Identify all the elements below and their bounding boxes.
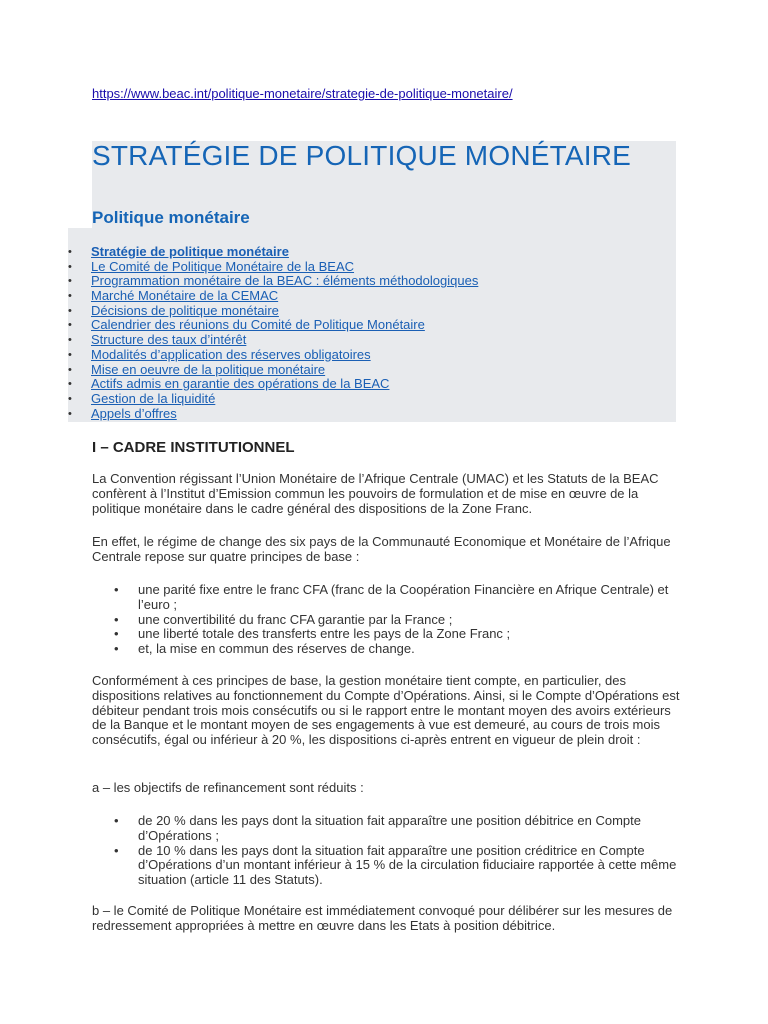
nav-link[interactable]: Gestion de la liquidité: [91, 390, 216, 406]
bullet-icon: •: [68, 290, 72, 303]
nav-link[interactable]: Modalités d’application des réserves obligatoires: [91, 346, 371, 362]
nav-item-mise-en-oeuvre: [68, 363, 668, 378]
nav-item-structure: [68, 333, 668, 348]
reductions-list: [92, 814, 682, 888]
bullet-icon: •: [68, 304, 72, 317]
section-heading: I – CADRE INSTITUTIONNEL: [92, 439, 295, 456]
nav-link[interactable]: Décisions de politique monétaire: [91, 302, 279, 318]
paragraph-conformement: Conformément à ces principes de base, la gestion monétaire tient compte, en particulier, des dispositions relatives au fonctionnement du Compte d’Opérations. Ainsi, si le Compte d’Opérations est débiteur pendant trois mois consécutifs ou si le rapport entre le montant moyen des avoirs extérieurs de la Banque et le montant moyen de ses engagements à vue est demeuré, au cours de trois mois consécutifs, égal ou inférieur à 20 %, les dispositions ci-après entrent en vigueur de plein droit :: [92, 673, 680, 748]
list-item: • de 20 % dans les pays dont la situation fait apparaître une position débitrice en Compte d’Opérations ;: [114, 813, 641, 843]
bullet-icon: •: [114, 842, 119, 858]
nav-item-actifs: [68, 377, 668, 392]
bullet-icon: •: [68, 319, 72, 332]
bullet-icon: •: [68, 363, 72, 376]
nav-link[interactable]: Calendrier des réunions du Comité de Politique Monétaire: [91, 317, 425, 333]
list-item: • une liberté totale des transferts entre les pays de la Zone Franc ;: [114, 626, 511, 642]
nav-link[interactable]: Stratégie de politique monétaire: [91, 244, 289, 259]
bullet-icon: •: [68, 246, 72, 258]
bullet-icon: •: [68, 348, 72, 361]
nav-item-appels: [68, 407, 668, 422]
bullet-icon: •: [68, 407, 72, 420]
nav-item-marche: [68, 289, 668, 304]
list-item: • une convertibilité du franc CFA garantie par la France ;: [114, 611, 453, 627]
section-subtitle: Politique monétaire: [92, 208, 250, 227]
nav-item-programmation: [68, 274, 668, 289]
source-url-link[interactable]: https://www.beac.int/politique-monetaire/strategie-de-politique-monetaire/: [92, 86, 513, 101]
bullet-icon: •: [114, 582, 119, 597]
nav-link[interactable]: Actifs admis en garantie des opérations de la BEAC: [91, 376, 390, 392]
nav-link[interactable]: Mise en oeuvre de la politique monétaire: [91, 361, 326, 377]
bullet-icon: •: [114, 626, 119, 642]
nav-item-strategie: [68, 245, 668, 260]
paragraph-comite: b – le Comité de Politique Monétaire est immédiatement convoqué pour délibérer sur les mesures de redressement appropriées à mettre en œuvre dans les Etats à position débitrice.: [92, 903, 673, 933]
nav-item-calendrier: [68, 318, 668, 333]
nav-item-liquidite: [68, 392, 668, 407]
bullet-icon: •: [114, 641, 119, 657]
nav-link[interactable]: Programmation monétaire de la BEAC : éléments méthodologiques: [91, 273, 479, 289]
bullet-icon: •: [68, 275, 72, 288]
bullet-icon: •: [68, 392, 72, 405]
nav-link[interactable]: Marché Monétaire de la CEMAC: [91, 288, 279, 304]
nav-item-modalites: [68, 348, 668, 363]
paragraph-convention: La Convention régissant l’Union Monétaire de l’Afrique Centrale (UMAC) et les Statuts de la BEAC confèrent à l’Institut d’Emission commun les pouvoirs de formulation et de mise en œuvre de la politique monétaire dans le cadre général des dispositions de la Zone Franc.: [92, 471, 659, 516]
nav-menu: [68, 245, 668, 421]
nav-item-decisions: [68, 304, 668, 319]
nav-link[interactable]: Structure des taux d’intérêt: [91, 332, 247, 348]
bullet-icon: •: [68, 378, 72, 391]
nav-link[interactable]: Appels d’offres: [91, 405, 177, 421]
paragraph-regime: En effet, le régime de change des six pays de la Communauté Economique et Monétaire de l’Afrique Centrale repose sur quatre principes de base :: [92, 534, 671, 564]
principles-list: [92, 583, 682, 657]
list-item: • de 10 % dans les pays dont la situation fait apparaître une position créditrice en Compte d’Opérations d’un montant inférieur à 15 % de la circulation fiduciaire rapportée à cette même situation (article 11 des Statuts).: [114, 842, 677, 888]
nav-link[interactable]: Le Comité de Politique Monétaire de la BEAC: [91, 258, 355, 274]
bullet-icon: •: [68, 334, 72, 347]
nav-item-comite: [68, 260, 668, 275]
list-item: • et, la mise en commun des réserves de change.: [114, 641, 415, 657]
bullet-icon: •: [114, 813, 119, 828]
bullet-icon: •: [114, 611, 119, 627]
bullet-icon: •: [68, 260, 72, 273]
list-item: • une parité fixe entre le franc CFA (franc de la Coopération Financière en Afrique Centrale) et l’euro ;: [114, 582, 669, 612]
page-title: STRATÉGIE DE POLITIQUE MONÉTAIRE: [92, 140, 631, 171]
paragraph-objectifs: a – les objectifs de refinancement sont réduits :: [92, 780, 364, 795]
